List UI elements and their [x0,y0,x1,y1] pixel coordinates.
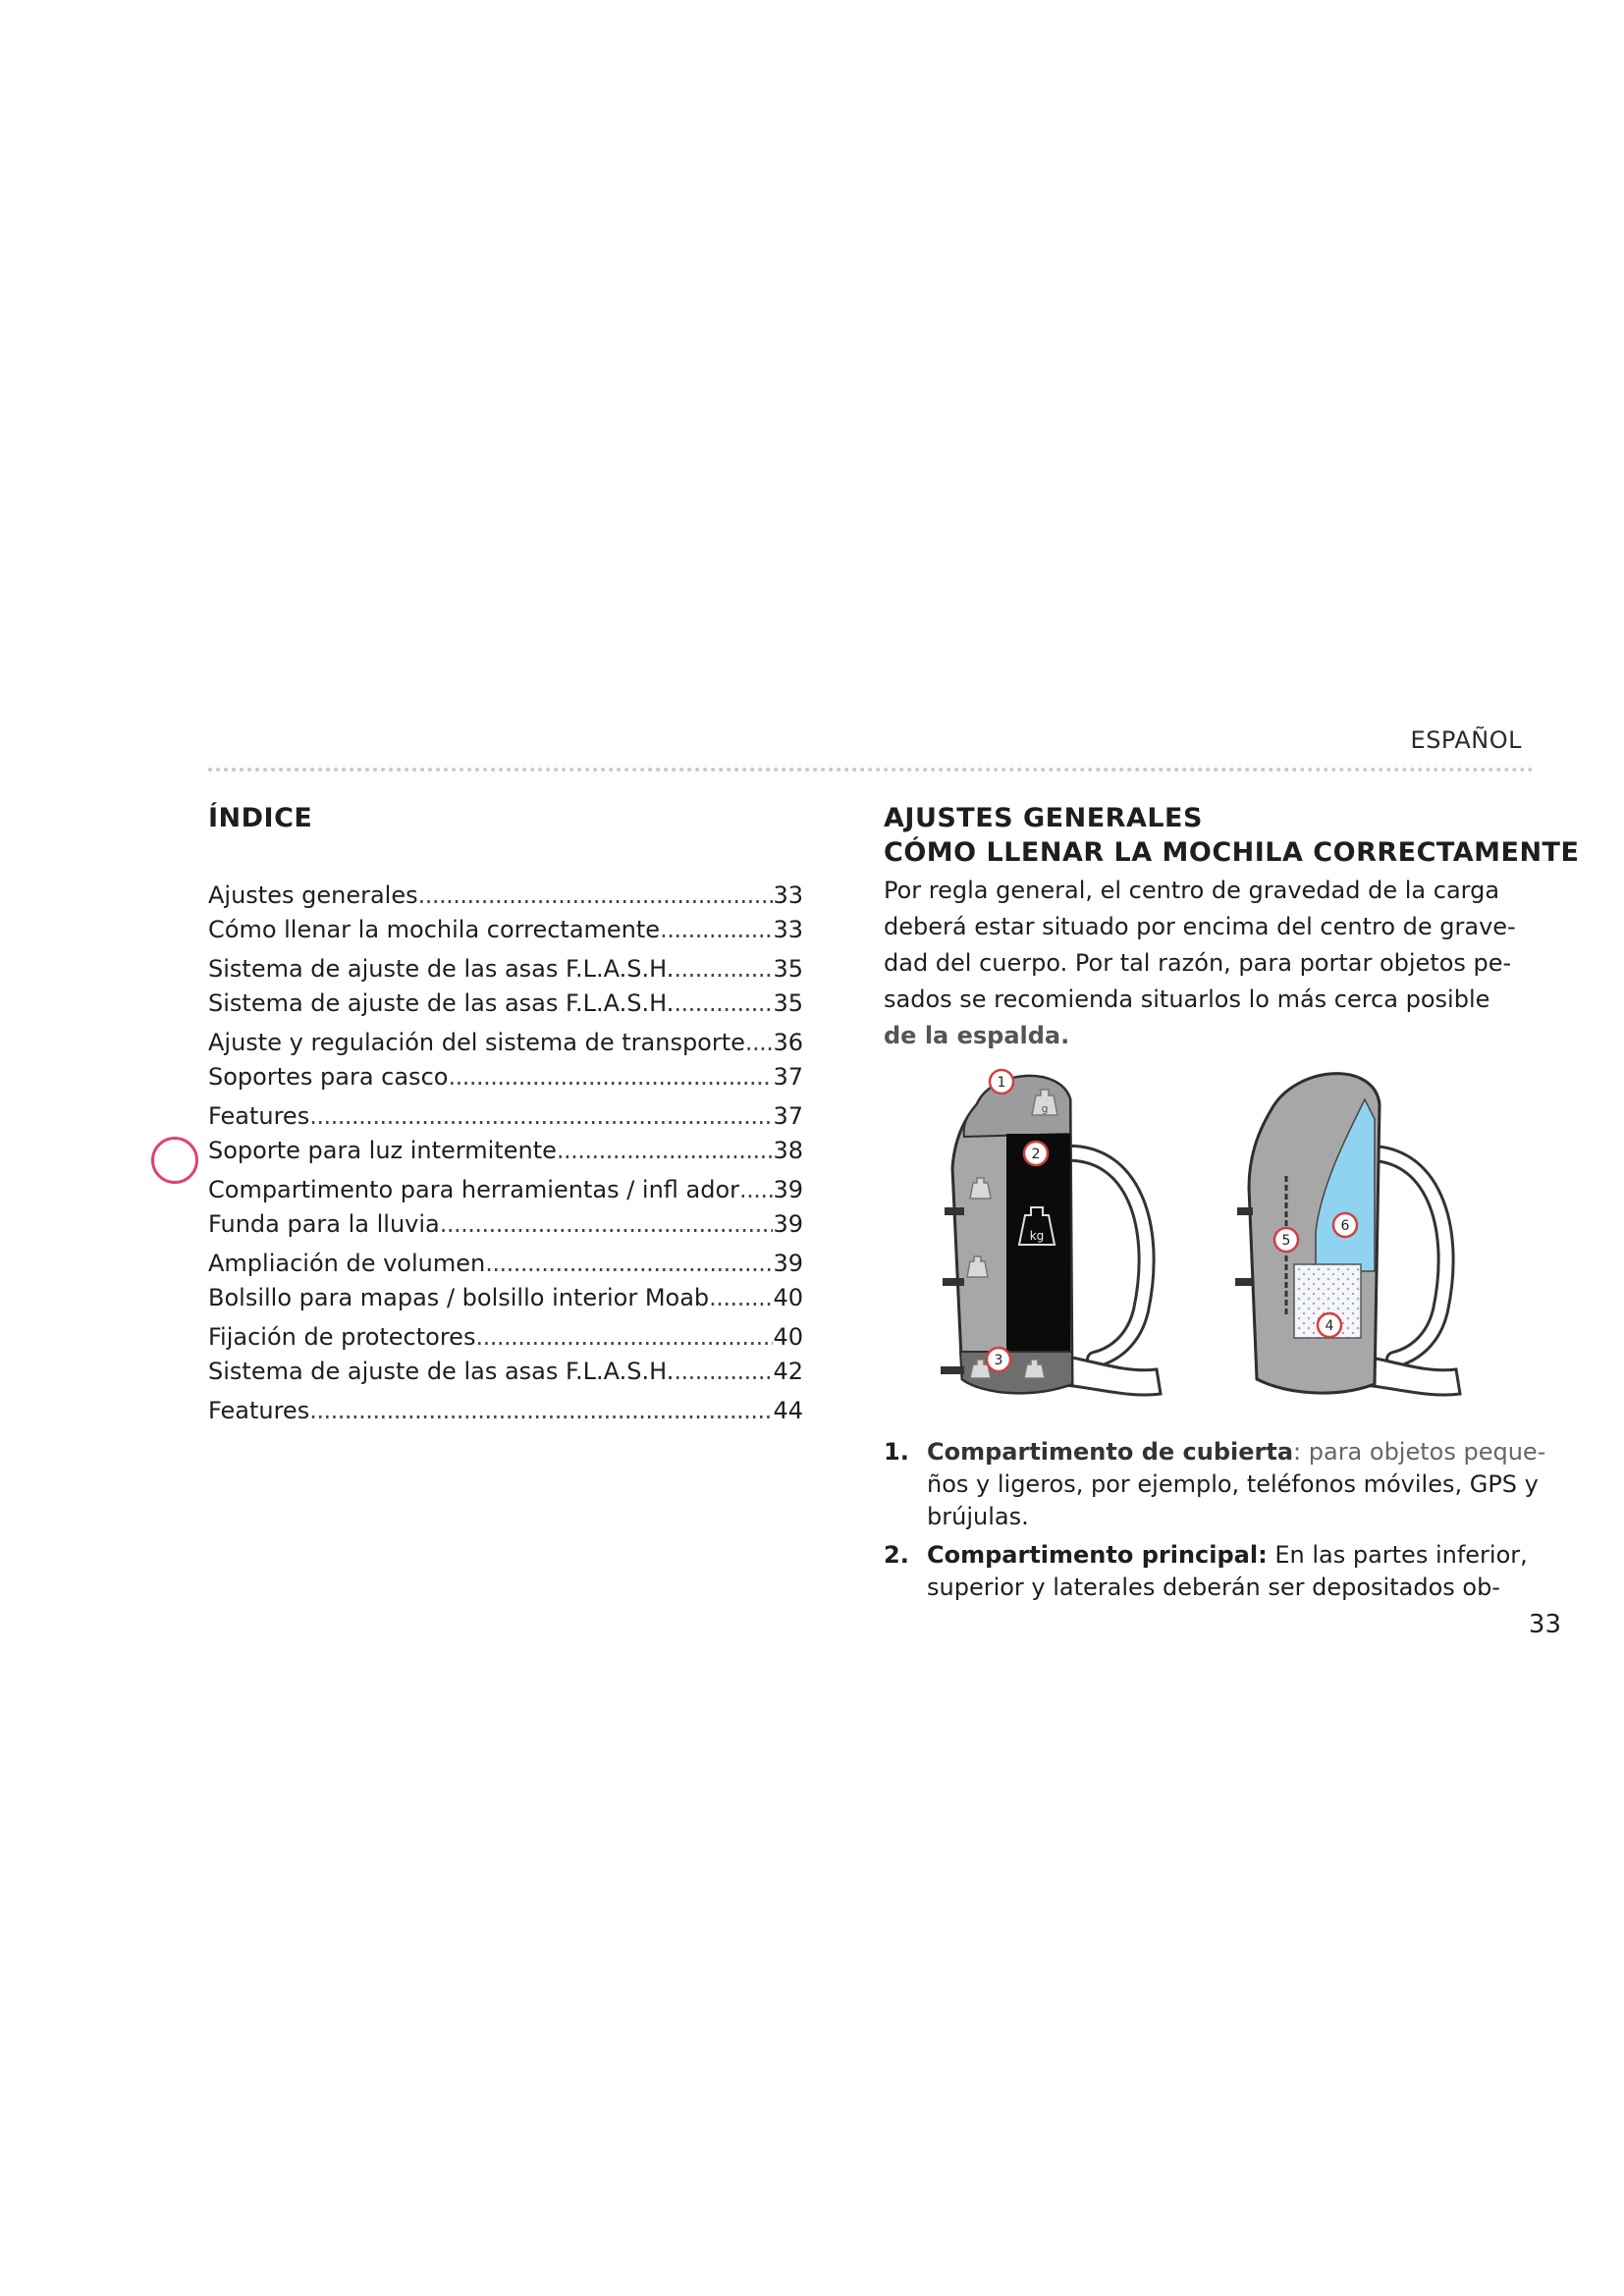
toc-entry-label: Bolsillo para mapas / bolsillo interior Moab [208,1284,710,1311]
toc-leader-dots [485,1249,773,1278]
toc-entry [208,1245,803,1278]
svg-text:4: 4 [1325,1318,1334,1334]
toc-entry-label: Cómo llenar la mochila correctamente [208,916,661,943]
toc-entry-label: Ajustes generales [208,881,418,909]
language-label: ESPAÑOL [1410,726,1522,754]
toc-entry [208,1171,803,1204]
toc-entry-label: Features [208,1397,310,1424]
toc-leader-dots [709,1283,773,1312]
toc-entry-label: Sistema de ajuste de las asas F.L.A.S.H. [208,1358,675,1385]
list-item-text: brújulas. [927,1503,1029,1530]
toc-entry [208,1024,803,1057]
list-item-heading: Compartimento de cubierta [927,1438,1294,1466]
toc-entry-page: 40 [773,1284,803,1311]
toc-entry-page: 39 [773,1176,803,1203]
callout-3 [987,1348,1010,1371]
list-item-text: : para objetos peque- [1293,1438,1546,1466]
toc-entry [208,911,803,944]
callout-1 [990,1070,1013,1094]
toc-entry-page: 36 [773,1029,803,1056]
toc-entry [208,1058,803,1092]
toc-entry-page: 39 [773,1250,803,1277]
weight-label-light: g [1041,1102,1049,1115]
toc-leader-dots [557,1136,774,1165]
toc-entry [208,1392,803,1425]
toc-leader-dots [448,1062,773,1092]
toc-entry-page: 38 [773,1137,803,1164]
list-item-text: En las partes inferior, [1267,1541,1528,1569]
callout-2 [1024,1142,1048,1165]
toc-leader-dots [739,1175,773,1204]
toc-leader-dots [418,881,774,910]
list-item [884,1438,1546,1535]
toc-leader-dots [745,1028,774,1057]
toc-entry-label: Ampliación de volumen [208,1250,486,1277]
toc-entry [208,1132,803,1165]
toc-entry [208,950,803,984]
list-item-text: ños y ligeros, por ejemplo, teléfonos móviles, GPS y [927,1470,1539,1498]
toc-entry-page: 40 [773,1323,803,1351]
toc-entry [208,877,803,910]
toc-leader-dots [674,988,773,1018]
toc-title: ÍNDICE [208,803,313,833]
toc-leader-dots [674,954,773,984]
svg-text:5: 5 [1281,1233,1291,1249]
section-subtitle: CÓMO LLENAR LA MOCHILA CORRECTAMENTE [884,837,1580,868]
page-number: 33 [1528,1610,1561,1639]
toc-entry-page: 37 [773,1063,803,1091]
toc-entry-label: Funda para la lluvia [208,1210,440,1238]
toc-entry [208,1279,803,1312]
toc-entry [208,1353,803,1386]
body-text-line: deberá estar situado por encima del centro de grave- [884,913,1516,940]
toc-leader-dots [674,1357,773,1386]
callout-4 [1318,1313,1341,1337]
toc-entry-page: 39 [773,1210,803,1238]
toc-entry-page: 37 [773,1102,803,1130]
dotted-divider [208,768,1534,772]
list-number: 1. [884,1438,909,1466]
toc-entry-label: Soportes para casco [208,1063,449,1091]
toc-entry-label: Compartimento para herramientas / infl ador [208,1176,740,1203]
backpack-left [941,1070,1161,1395]
list-item-heading: Compartimento principal: [927,1541,1268,1569]
callout-5 [1274,1228,1298,1252]
svg-text:6: 6 [1340,1218,1350,1234]
weight-label-heavy: kg [1029,1229,1045,1243]
svg-text:2: 2 [1031,1147,1041,1162]
toc-entry [208,1205,803,1239]
toc-leader-dots [475,1322,773,1352]
toc-leader-dots [440,1209,774,1239]
toc-entry-label: Soporte para luz intermitente [208,1137,557,1164]
backpack-packing-illustration [884,1060,1502,1433]
list-item [884,1541,1528,1606]
section-title: AJUSTES GENERALES [884,803,1203,833]
toc-entry-label: Sistema de ajuste de las asas F.L.A.S.H. [208,989,675,1017]
toc-entry-label: Fijación de protectores [208,1323,476,1351]
svg-text:3: 3 [994,1353,1003,1368]
toc-leader-dots [660,915,773,944]
highlight-circle [151,1137,198,1184]
toc-entry [208,1097,803,1131]
toc-leader-dots [309,1396,773,1425]
toc-entry-page: 33 [773,916,803,943]
toc-entry-page: 35 [773,989,803,1017]
backpack-right [1235,1074,1460,1395]
body-text-line: de la espalda. [884,1022,1070,1049]
body-text-line: sados se recomienda situarlos lo más cerca posible [884,986,1490,1013]
toc-entry-page: 44 [773,1397,803,1424]
toc-entry-page: 42 [773,1358,803,1385]
svg-text:1: 1 [997,1075,1006,1091]
toc-entry [208,1318,803,1352]
body-text-line: dad del cuerpo. Por tal razón, para portar objetos pe- [884,949,1512,977]
toc-entry [208,985,803,1018]
body-text-line: Por regla general, el centro de gravedad de la carga [884,877,1500,904]
list-item-text: superior y laterales deberán ser depositados ob- [927,1574,1500,1601]
toc-entry-page: 33 [773,881,803,909]
toc-entry-page: 35 [773,955,803,983]
toc-entry-label: Ajuste y regulación del sistema de transporte [208,1029,745,1056]
list-number: 2. [884,1541,909,1569]
toc-entry-label: Features [208,1102,310,1130]
toc-leader-dots [309,1101,773,1131]
callout-6 [1333,1213,1357,1237]
toc-entry-label: Sistema de ajuste de las asas F.L.A.S.H. [208,955,675,983]
